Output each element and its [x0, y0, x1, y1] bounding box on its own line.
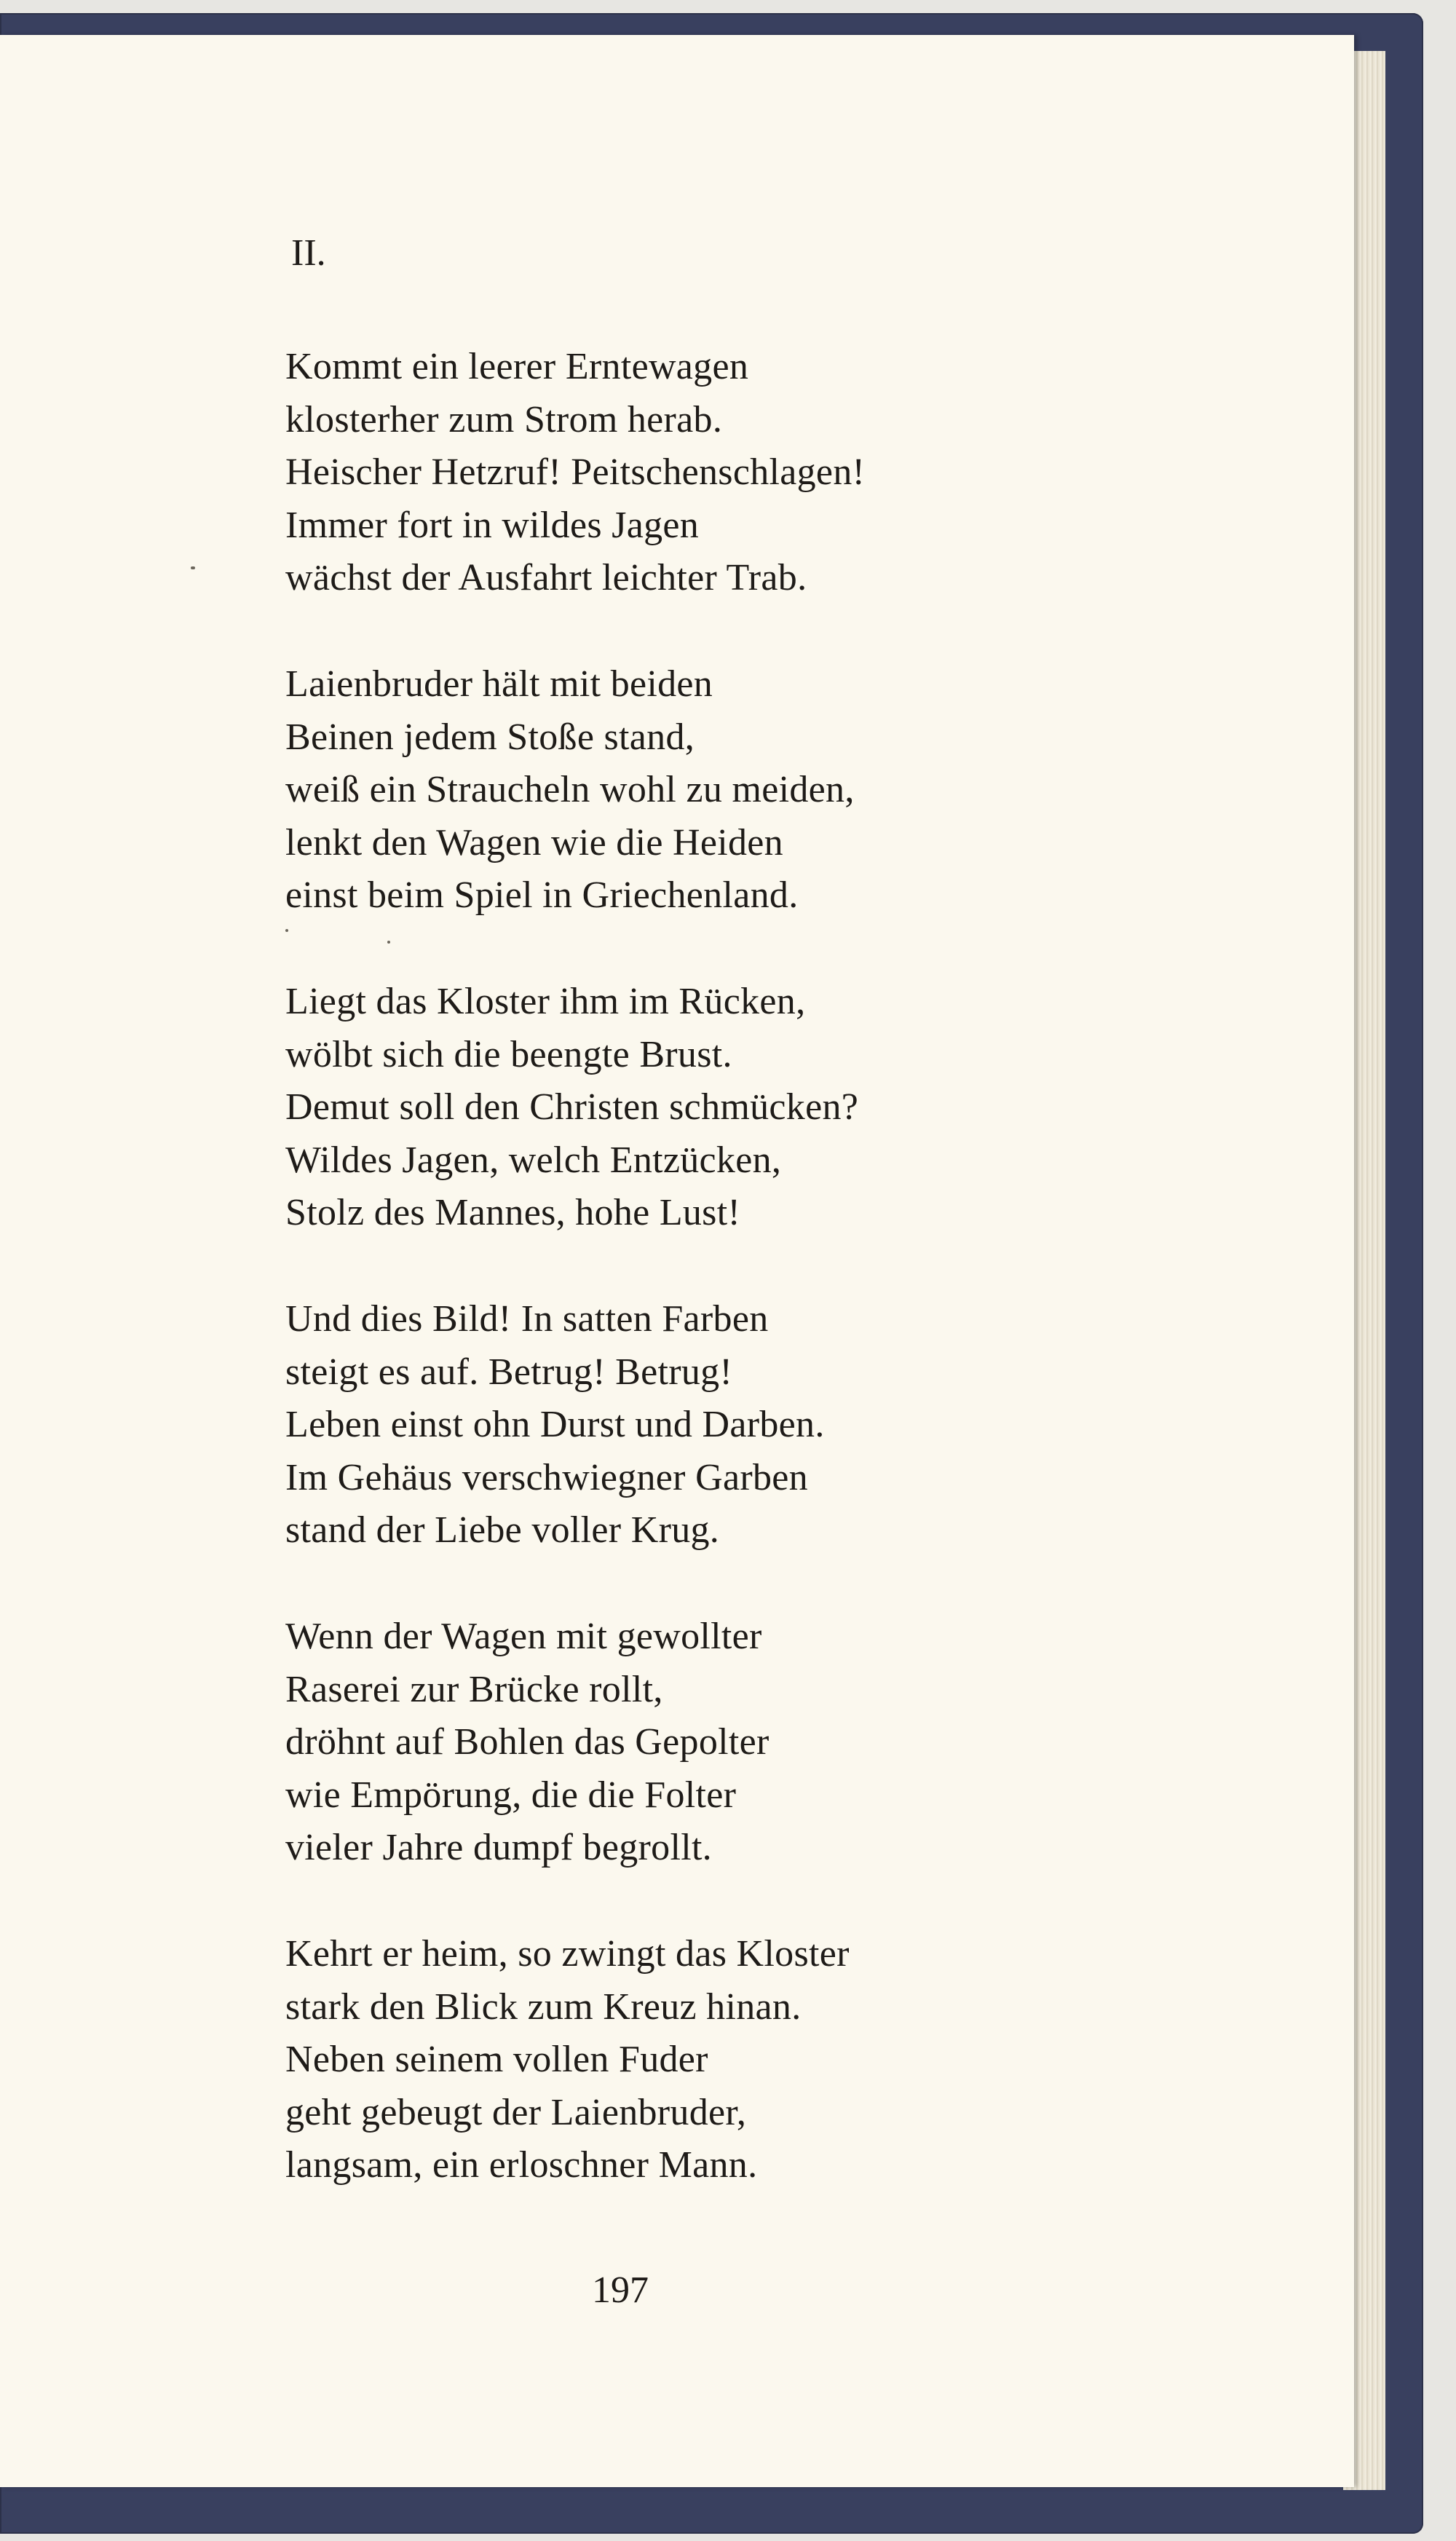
section-number: II. [291, 232, 326, 274]
poem-line: Kehrt er heim, so zwingt das Kloster [285, 1933, 850, 1975]
ink-speck [191, 566, 195, 569]
poem-line: Raserei zur Brücke rollt, [285, 1668, 663, 1710]
poem-line: Liegt das Kloster ihm im Rücken, [285, 981, 806, 1022]
stanza-2 [285, 658, 855, 922]
poem-line: Beinen jedem Stoße stand, [285, 716, 695, 758]
poem-line: Leben einst ohn Durst und Darben. [285, 1404, 825, 1445]
poem-line: Immer fort in wildes Jagen [285, 504, 700, 546]
poem-line: Heischer Hetzruf! Peitschenschlagen! [285, 451, 866, 493]
poem-line: wächst der Ausfahrt leichter Trab. [285, 557, 807, 598]
poem-line: geht gebeugt der Laienbruder, [285, 2091, 747, 2133]
poem-line: stand der Liebe voller Krug. [285, 1509, 720, 1551]
stanza-3 [285, 976, 858, 1240]
poem-line: Demut soll den Christen schmücken? [285, 1086, 859, 1128]
poem-line: Stolz des Mannes, hohe Lust! [285, 1192, 741, 1233]
poem-line: klosterher zum Strom herab. [285, 398, 723, 440]
poem-line: wölbt sich die beengte Brust. [285, 1033, 732, 1075]
ink-speck [387, 941, 390, 944]
stanza-6 [285, 1928, 850, 2192]
stanza-5 [285, 1611, 769, 1875]
stanza-1 [285, 341, 865, 605]
page-number: 197 [592, 2269, 649, 2311]
book-page [0, 35, 1354, 2487]
poem-line: stark den Blick zum Kreuz hinan. [285, 1985, 802, 2028]
poem-line: Laienbruder hält mit beiden [285, 663, 713, 705]
poem-line: Wildes Jagen, welch Entzücken, [285, 1139, 782, 1181]
poem-line: vieler Jahre dumpf begrollt. [285, 1827, 712, 1868]
poem-line: einst beim Spiel in Griechenland. [285, 874, 799, 916]
poem-line: wie Empörung, die die Folter [285, 1774, 737, 1816]
poem-line: Im Gehäus verschwiegner Garben [285, 1456, 808, 1498]
poem-line: Kommt ein leerer Erntewagen [285, 346, 749, 387]
poem-line: dröhnt auf Bohlen das Gepolter [285, 1721, 769, 1763]
ink-speck [285, 929, 288, 932]
poem-line: weiß ein Straucheln wohl zu meiden, [285, 769, 855, 810]
poem-line: steigt es auf. Betrug! Betrug! [285, 1351, 733, 1393]
poem-line: Neben seinem vollen Fuder [285, 2039, 708, 2080]
stanza-4 [285, 1293, 825, 1557]
poem-line: langsam, ein erloschner Mann. [285, 2144, 758, 2186]
poem-line: lenkt den Wagen wie die Heiden [285, 821, 783, 864]
poem-line: Und dies Bild! In satten Farben [285, 1298, 769, 1340]
poem-line: Wenn der Wagen mit gewollter [285, 1616, 762, 1657]
